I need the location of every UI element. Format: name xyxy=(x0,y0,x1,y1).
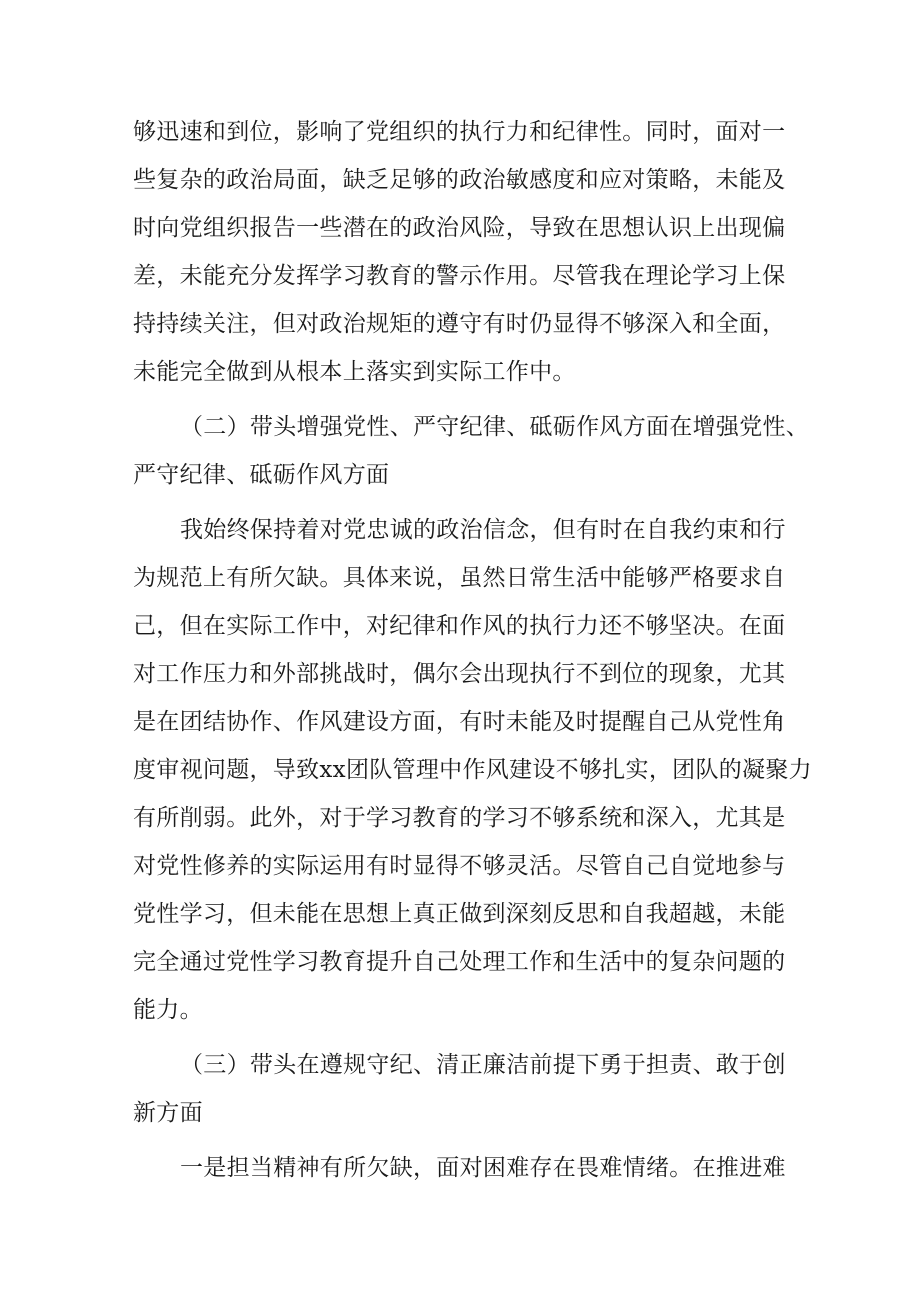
heading-line: 新方面 xyxy=(133,1100,203,1126)
text-line: 对工作压力和外部挑战时，偶尔会出现执行不到位的现象，尤其 xyxy=(133,661,786,687)
text-line: 未能完全做到从根本上落实到实际工作中。 xyxy=(133,359,576,385)
paragraph-gap xyxy=(133,1137,795,1144)
text-line: 己，但在实际工作中，对纪律和作风的执行力还不够坚决。在面 xyxy=(133,613,786,639)
document-body xyxy=(133,108,812,1192)
section-heading-2 xyxy=(133,403,810,499)
text-line: 些复杂的政治局面，缺乏足够的政治敏感度和应对策略，未能及 xyxy=(133,167,786,193)
text-line: 党性学习，但未能在思想上真正做到深刻反思和自我超越，未能 xyxy=(133,901,786,927)
text-line: 有所削弱。此外，对于学习教育的学习不够系统和深入，尤其是 xyxy=(133,805,786,831)
text-line: 对党性修养的实际运用有时显得不够灵活。尽管自己自觉地参与 xyxy=(133,853,786,879)
text-line: 够迅速和到位，影响了党组织的执行力和纪律性。同时，面对一 xyxy=(133,119,786,145)
heading-line: （三）带头在遵规守纪、清正廉洁前提下勇于担责、敢于创 xyxy=(180,1052,786,1078)
text-line: 持持续关注，但对政治规矩的遵守有时仍显得不够深入和全面， xyxy=(133,311,786,337)
section-body-3 xyxy=(133,1144,795,1192)
text-line: 是在团结协作、作风建设方面，有时未能及时提醒自己从党性角 xyxy=(133,709,786,735)
section-body-2 xyxy=(133,506,812,1034)
section-heading-3 xyxy=(133,1041,795,1137)
paragraph-gap xyxy=(133,1034,795,1041)
text-line: 为规范上有所欠缺。具体来说，虽然日常生活中能够严格要求自 xyxy=(133,565,786,591)
heading-line: （二）带头增强党性、严守纪律、砥砺作风方面在增强党性、 xyxy=(180,414,810,440)
text-line: 完全通过党性学习教育提升自己处理工作和生活中的复杂问题的 xyxy=(133,949,786,975)
paragraph-gap xyxy=(133,396,795,403)
text-line: 度审视问题，导致xx团队管理中作风建设不够扎实，团队的凝聚力 xyxy=(133,757,812,783)
text-line: 一是担当精神有所欠缺，面对困难存在畏难情绪。在推进难 xyxy=(180,1155,786,1181)
paragraph-continuation xyxy=(133,108,795,396)
text-line: 能力。 xyxy=(133,997,203,1023)
heading-line: 严守纪律、砥砺作风方面 xyxy=(133,462,390,488)
text-line: 我始终保持着对党忠诚的政治信念，但有时在自我约束和行 xyxy=(180,517,786,543)
text-line: 时向党组织报告一些潜在的政治风险，导致在思想认识上出现偏 xyxy=(133,215,786,241)
paragraph-gap xyxy=(133,499,795,506)
text-line: 差，未能充分发挥学习教育的警示作用。尽管我在理论学习上保 xyxy=(133,263,786,289)
